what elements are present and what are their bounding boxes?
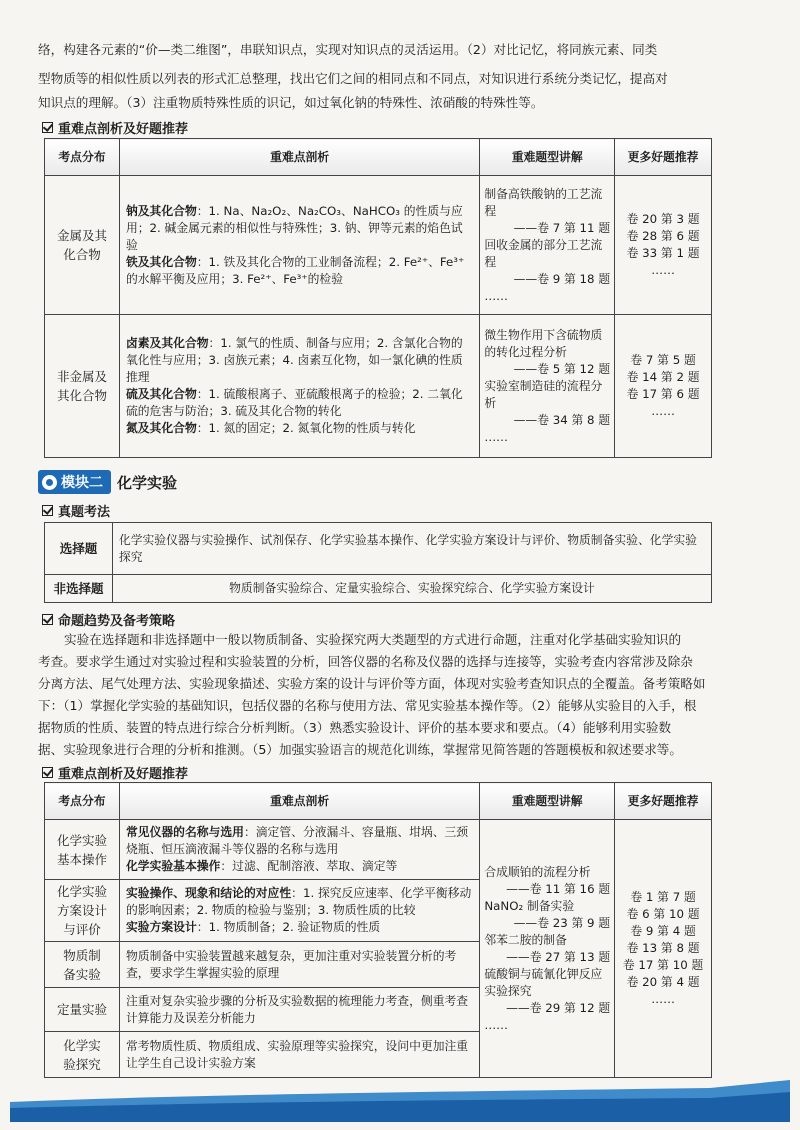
kp-cell: 金属及其化合物 — [45, 176, 120, 315]
header-topic: 重难题型讲解 — [480, 783, 615, 820]
module-header — [38, 470, 177, 494]
checkbox-icon — [42, 614, 53, 625]
exam-type-label: 选择题 — [45, 523, 113, 575]
key-points-table-2 — [44, 782, 712, 1078]
intro-line-2: 型物质等的相似性质以列表的形式汇总整理，找出它们之间的相同点和不同点，对知识进行系统分类记忆，提高对 — [38, 71, 668, 86]
header-kp: 考点分布 — [45, 783, 120, 820]
kp-cell: 化学实验基本操作 — [45, 820, 120, 880]
header-more: 更多好题推荐 — [615, 783, 712, 820]
module-badge: 模块二 — [38, 470, 111, 494]
key-points-table-1 — [44, 138, 712, 458]
module-title: 化学实验 — [117, 473, 178, 492]
kp-cell: 非金属及其化合物 — [45, 315, 120, 458]
table-row — [45, 820, 712, 880]
header-kp: 考点分布 — [45, 139, 120, 176]
trend-line: 据物质的性质、装置的特点进行综合分析判断。（3）熟悉实验设计、评价的基本要求和要点。（4）能够利用实验数 — [38, 720, 672, 735]
analysis-cell: 卤素及其化合物：1. 氯气的性质、制备与应用；2. 含氯化合物的氧化性与应用；3. 卤族元素；4. 卤素互化物，如一氯化碘的性质推理 硫及其化合物：1. 硫酸根离子、亚硫酸根离子的检验；2. 二氧化硫的危害与防治；3. 硫及其化合物的转化 氮及其化合物：1. 氮的固定；2. 氮氧化物的性质与转化 — [119, 315, 479, 458]
trend-line: 实验在选择题和非选择题中一般以物质制备、实验探究两大类题型的方式进行命题，注重对化学基础实验知识的 — [64, 632, 682, 647]
trend-heading: 命题趋势及备考策略 — [42, 610, 175, 629]
analysis-cell: 实验操作、现象和结论的对应性：1. 探究反应速率、化学平衡移动的影响因素；2. 物质的检验与鉴别；3. 物质性质的比较 实验方案设计：1. 物质制备；2. 验证物质的性质 — [119, 880, 479, 942]
real-exam-heading: 真题考法 — [42, 501, 110, 520]
more-cell: 卷 7 第 5 题 卷 14 第 2 题 卷 17 第 6 题 …… — [615, 315, 712, 458]
kp-cell: 化学实验探究 — [45, 1032, 120, 1078]
kp-cell: 化学实验方案设计与评价 — [45, 880, 120, 942]
header-analysis: 重难点剖析 — [119, 783, 479, 820]
checkbox-icon — [42, 505, 53, 516]
table-row — [45, 523, 712, 575]
header-more: 更多好题推荐 — [615, 139, 712, 176]
header-analysis: 重难点剖析 — [119, 139, 479, 176]
topic-cell: 制备高铁酸钠的工艺流程 ——卷 7 第 11 题 回收金属的部分工艺流程 ——卷 9 第 18 题 …… — [480, 176, 615, 315]
table-header-row — [45, 139, 712, 176]
flask-icon — [42, 475, 57, 490]
table-row — [45, 176, 712, 315]
more-cell: 卷 1 第 7 题 卷 6 第 10 题 卷 9 第 4 题 卷 13 第 8 题 卷 17 第 10 题 卷 20 第 4 题 …… — [615, 820, 712, 1078]
trend-line: 考查。要求学生通过对实验过程和实验装置的分析，回答仪器的名称及仪器的选择与连接等，实验考查内容常涉及除杂 — [38, 654, 693, 669]
exam-type-content: 化学实验仪器与实验操作、试剂保存、化学实验基本操作、化学实验方案设计与评价、物质制备实验、化学实验探究 — [112, 523, 711, 575]
analysis-cell: 钠及其化合物：1. Na、Na₂O₂、Na₂CO₃、NaHCO₃ 的性质与应用；2. 碱金属元素的相似性与特殊性；3. 钠、钾等元素的焰色试验 铁及其化合物：1. 铁及其化合物的工业制备流程；2. Fe²⁺、Fe³⁺的水解平衡及应用；3. Fe²⁺、Fe³⁺的检验 — [119, 176, 479, 315]
real-exam-table — [44, 522, 712, 603]
page-bottom-wave — [10, 1072, 790, 1122]
table-row — [45, 315, 712, 458]
checkbox-icon — [42, 767, 53, 778]
section1-heading — [42, 118, 188, 137]
topic-cell: 合成顺铂的流程分析 ——卷 11 第 16 题 NaNO₂ 制备实验 ——卷 23 第 9 题 邻苯二胺的制备 ——卷 27 第 13 题 硫酸铜与硫氰化钾反应实验探究 ——卷 29 第 12 题 …… — [480, 820, 615, 1078]
intro-line-1: 络，构建各元素的“价—类二维图”，串联知识点，实现对知识点的灵活运用。（2）对比记忆，将同族元素、同类 — [38, 42, 658, 57]
trend-line: 下：（1）掌握化学实验的基础知识，包括仪器的名称与使用方法、常见实验基本操作等。（2）能够从实验目的入手，根 — [38, 698, 697, 713]
checkbox-icon — [42, 122, 53, 133]
trend-line: 分离方法、尾气处理方法、实验现象描述、实验方案的设计与评价等方面，体现对实验考查知识点的全覆盖。备考策略如 — [38, 676, 706, 691]
topic-cell: 微生物作用下含硫物质的转化过程分析 ——卷 5 第 12 题 实验室制造硅的流程分析 ——卷 34 第 8 题 …… — [480, 315, 615, 458]
trend-line: 据、实验现象进行合理的分析和推测。（5）加强实验语言的规范化训练，掌握常见简答题的答题模板和叙述要求等。 — [38, 742, 682, 757]
kp-cell: 定量实验 — [45, 988, 120, 1032]
table-row — [45, 575, 712, 603]
more-cell: 卷 20 第 3 题 卷 28 第 6 题 卷 33 第 1 题 …… — [615, 176, 712, 315]
analysis-cell: 注重对复杂实验步骤的分析及实验数据的梳理能力考查，侧重考查计算能力及误差分析能力 — [119, 988, 479, 1032]
section1-heading-text: 重难点剖析及好题推荐 — [58, 122, 189, 137]
analysis-cell: 物质制备中实验装置越来越复杂，更加注重对实验装置分析的考查，要求学生掌握实验的原理 — [119, 942, 479, 988]
header-topic: 重难题型讲解 — [480, 139, 615, 176]
kp-cell: 物质制备实验 — [45, 942, 120, 988]
analysis-cell: 常考物质性质、物质组成、实验原理等实验探究，设问中更加注重让学生自己设计实验方案 — [119, 1032, 479, 1078]
section2-heading: 重难点剖析及好题推荐 — [42, 763, 188, 782]
exam-type-label: 非选择题 — [45, 575, 113, 603]
intro-line-3: 知识点的理解。（3）注重物质特殊性质的识记，如过氧化钠的特殊性、浓硝酸的特殊性等。 — [38, 95, 544, 110]
exam-type-content: 物质制备实验综合、定量实验综合、实验探究综合、化学实验方案设计 — [112, 575, 711, 603]
analysis-cell: 常见仪器的名称与选用：滴定管、分液漏斗、容量瓶、坩埚、三颈烧瓶、恒压滴液漏斗等仪器的名称与选用 化学实验基本操作：过滤、配制溶液、萃取、滴定等 — [119, 820, 479, 880]
table-header-row — [45, 783, 712, 820]
